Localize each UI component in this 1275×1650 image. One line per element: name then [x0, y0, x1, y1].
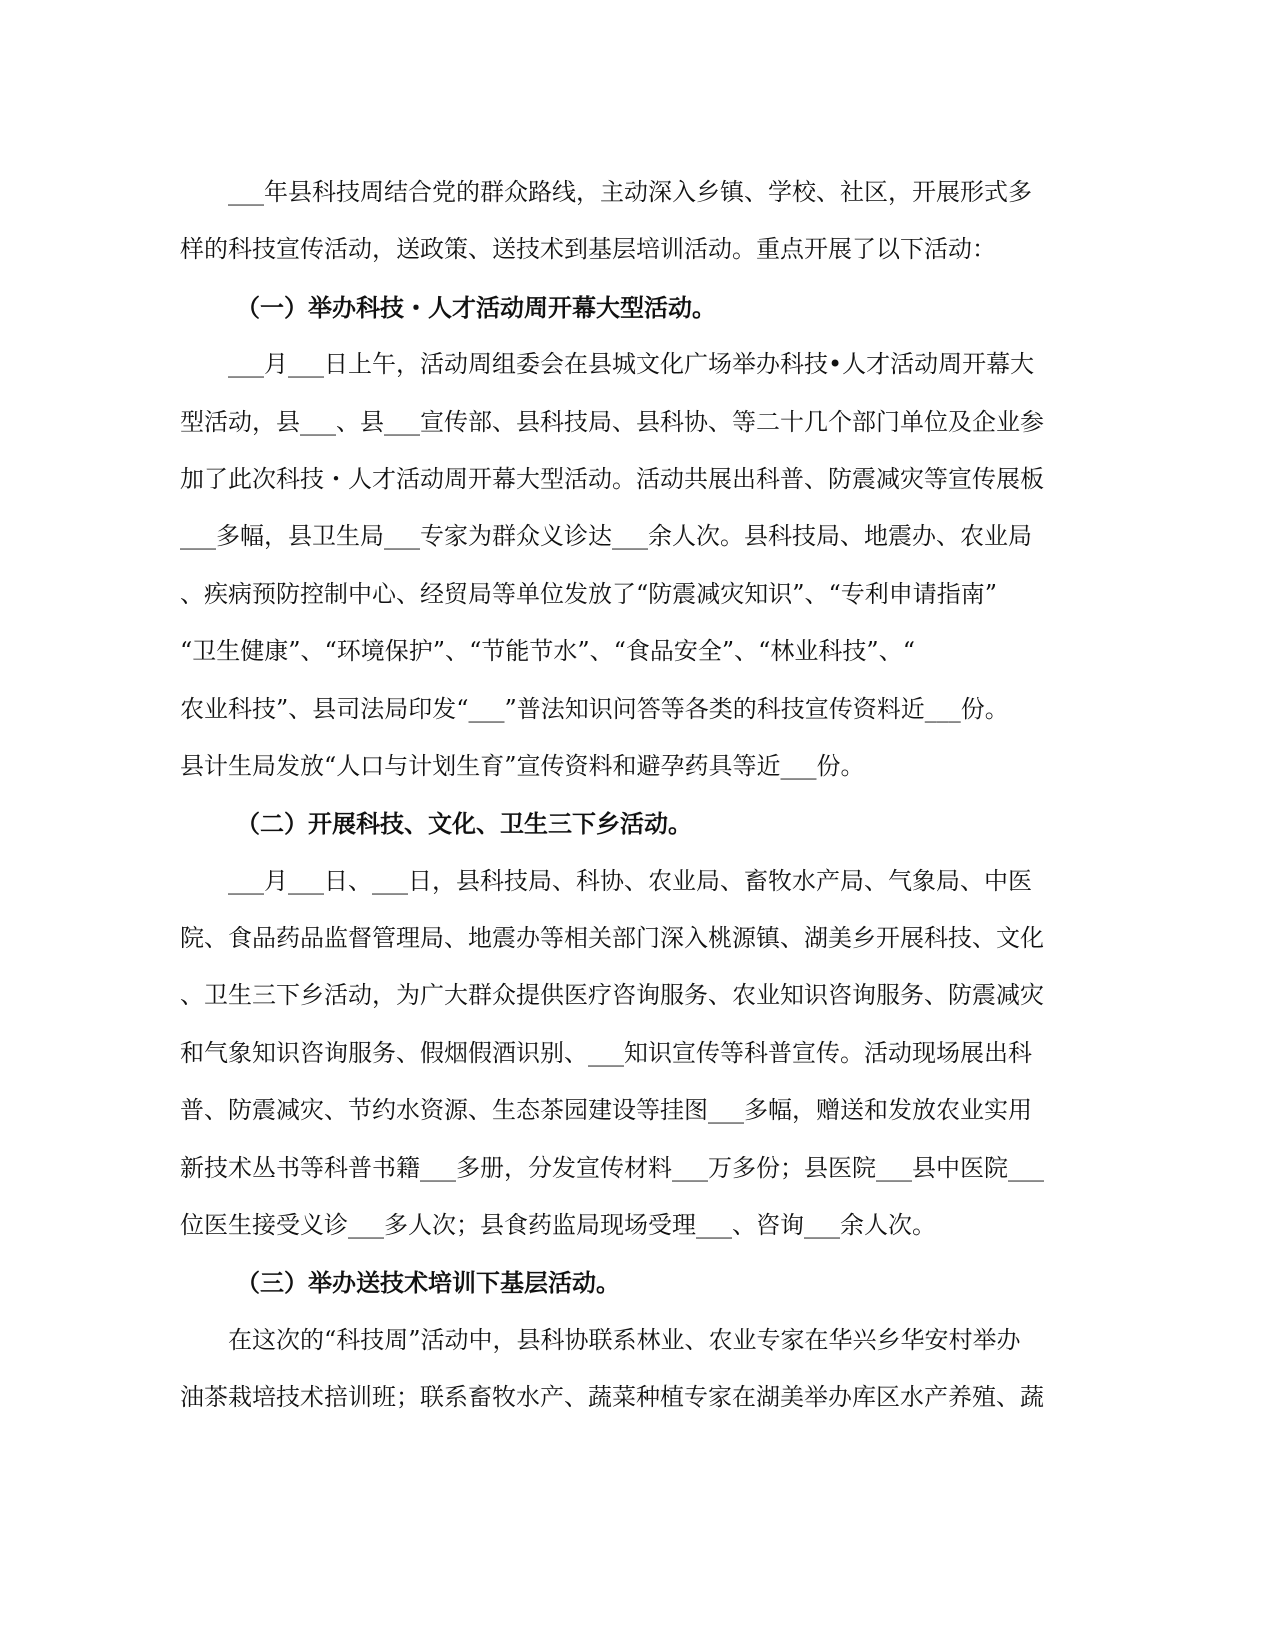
document-page — [180, 164, 1090, 1427]
paragraph-3-line-2: 院、食品药品监督管理局、地震办等相关部门深入桃源镇、湖美乡开展科技、文化 — [180, 924, 1044, 953]
paragraph-2-line-4: ___多幅，县卫生局___专家为群众义诊达___余人次。县科技局、地震办、农业局 — [180, 522, 1032, 551]
paragraph-1-line-2: 样的科技宣传活动，送政策、送技术到基层培训活动。重点开展了以下活动： — [180, 235, 996, 264]
paragraph-2-line-8: 县计生局发放“人口与计划生育”宣传资料和避孕药具等近___份。 — [180, 751, 865, 780]
paragraph-2-line-2: 型活动，县___、县___宣传部、县科技局、县科协、等二十几个部门单位及企业参 — [180, 407, 1044, 436]
paragraph-3-line-4: 和气象知识咨询服务、假烟假酒识别、___知识宣传等科普宣传。活动现场展出科 — [180, 1038, 1032, 1067]
section-heading-2: （二）开展科技、文化、卫生三下乡活动。 — [236, 809, 692, 839]
paragraph-1-line-1: ___年县科技周结合党的群众路线，主动深入乡镇、学校、社区，开展形式多 — [228, 178, 1032, 206]
paragraph-3-line-1: ___月___日、___日，县科技局、科协、农业局、畜牧水产局、气象局、中医 — [228, 866, 1032, 895]
paragraph-3-line-5: 普、防震减灾、节约水资源、生态茶园建设等挂图___多幅，赠送和发放农业实用 — [180, 1096, 1032, 1125]
paragraph-4-line-1: 在这次的“科技周”活动中，县科协联系林业、农业专家在华兴乡华安村举办 — [228, 1325, 1021, 1354]
section-heading-3: （三）举办送技术培训下基层活动。 — [236, 1268, 620, 1298]
paragraph-2-line-7: 农业科技”、县司法局印发“___”普法知识问答等各类的科技宣传资料近___份。 — [180, 694, 1009, 723]
section-heading-1: （一）举办科技・人才活动周开幕大型活动。 — [236, 292, 716, 322]
paragraph-2-line-1: ___月___日上午，活动周组委会在县城文化广场举办科技•人才活动周开幕大 — [228, 350, 1035, 379]
paragraph-3-line-3: 、卫生三下乡活动，为广大群众提供医疗咨询服务、农业知识咨询服务、防震减灾 — [180, 981, 1044, 1010]
paragraph-2-line-6: “卫生健康”、“环境保护”、“节能节水”、“食品安全”、“林业科技”、“ — [180, 637, 915, 666]
paragraph-2-line-3: 加了此次科技・人才活动周开幕大型活动。活动共展出科普、防震减灾等宣传展板 — [180, 464, 1044, 493]
paragraph-3-line-7: 位医生接受义诊___多人次；县食药监局现场受理___、咨询___余人次。 — [180, 1211, 936, 1240]
paragraph-2-line-5: 、疾病预防控制中心、经贸局等单位发放了“防震减灾知识”、“专利申请指南” — [180, 579, 998, 608]
paragraph-3-line-6: 新技术丛书等科普书籍___多册，分发宣传材料___万多份；县医院___县中医院___ — [180, 1153, 1044, 1182]
paragraph-4-line-2: 油茶栽培技术掊训班；联系畜牧水产、蔬菜种植专家在湖美举办库区水产养殖、蔬 — [180, 1383, 1044, 1412]
